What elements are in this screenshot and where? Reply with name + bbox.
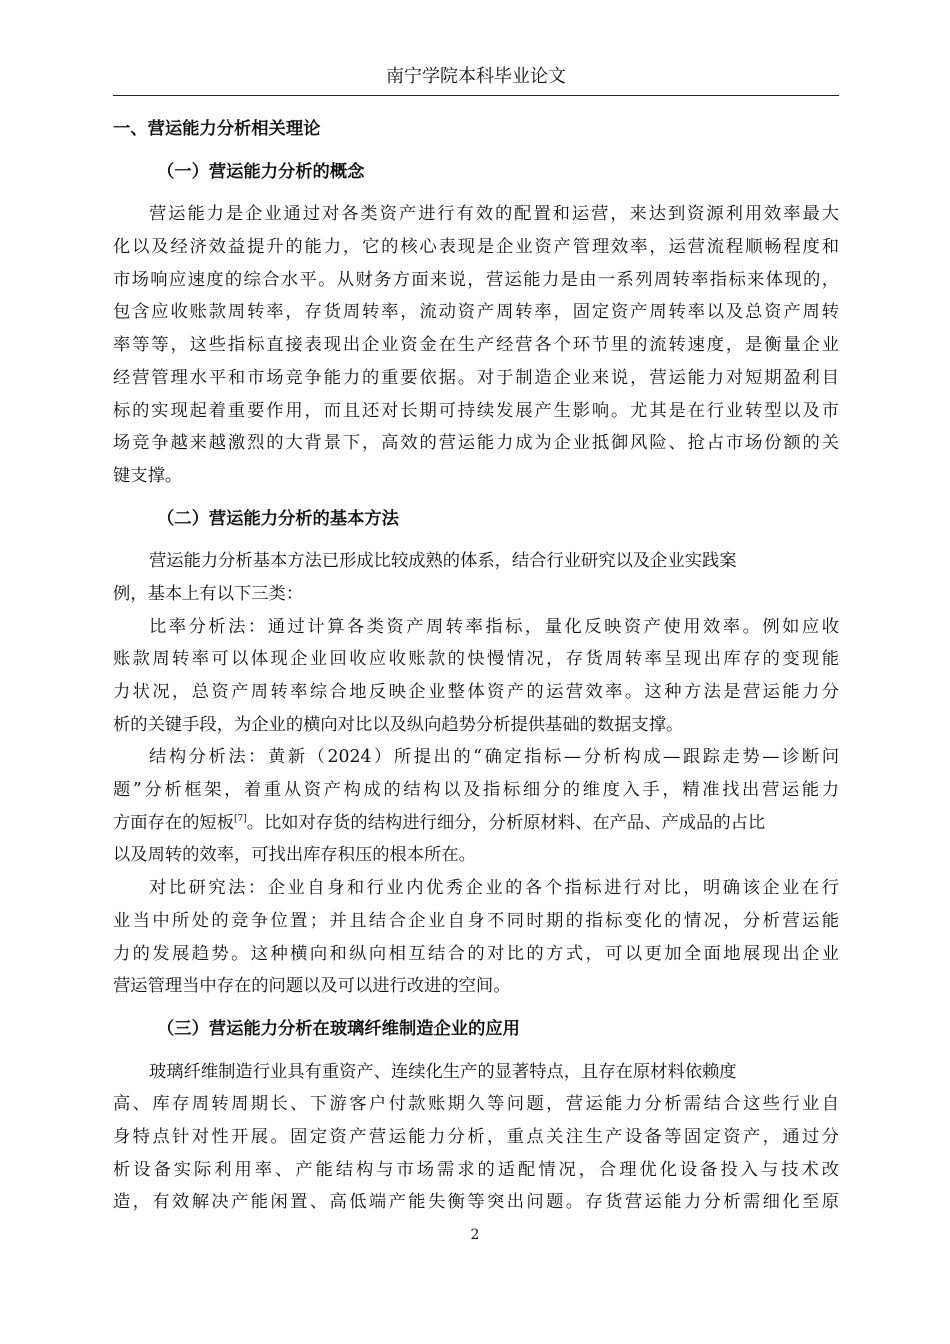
- paragraph-line: 经营管理水平和市场竞争能力的重要依据。对于制造企业来说，营运能力对短期盈利目: [113, 367, 839, 388]
- paragraph-line: 题”分析框架，着重从资产构成的结构以及指标细分的维度入手，精准找出营运能力: [113, 780, 839, 801]
- paragraph-line: 率等等，这些指标直接表现出企业资金在生产经营各个环节里的流转速度，是衡量企业: [113, 335, 839, 356]
- paragraph-line: 营运管理当中存在的问题以及可以进行改进的空间。: [113, 976, 511, 997]
- text-segment: 。比如对存货的结构进行细分，分析原材料、在产品、产成品的占比: [246, 812, 766, 833]
- paragraph-line: 力的发展趋势。这种横向和纵向相互结合的对比的方式，可以更加全面地展现出企业: [113, 943, 839, 964]
- paragraph-structure-analysis: [113, 741, 839, 872]
- subsection-heading-application: （三）营运能力分析在玻璃纤维制造企业的应用: [157, 1018, 520, 1039]
- text-segment: 方面存在的短板: [113, 812, 234, 833]
- subsection-heading-methods: （二）营运能力分析的基本方法: [157, 508, 399, 529]
- citation-reference: [7]: [233, 813, 247, 824]
- paragraph-line: 营运能力分析基本方法已形成比较成熟的体系，结合行业研究以及企业实践案: [149, 551, 737, 572]
- running-header: 南宁学院本科毕业论文: [386, 66, 566, 87]
- paragraph-line: 以及周转的效率，可找出库存积压的根本所在。: [113, 845, 476, 866]
- paragraph-line: 包含应收账款周转率，存货周转率，流动资产周转率，固定资产周转率以及总资产周转: [113, 302, 839, 323]
- paragraph-line: 析的关键手段，为企业的横向对比以及纵向趋势分析提供基础的数据支撑。: [113, 714, 684, 735]
- paragraph-methods-intro: [113, 545, 839, 610]
- paragraph-comparison-analysis: [113, 872, 839, 1003]
- paragraph-line: 标的实现起着重要作用，而且还对长期可持续发展产生影响。尤其是在行业转型以及市: [113, 400, 839, 421]
- paragraph-concept: [113, 198, 839, 492]
- paragraph-line: 造，有效解决产能闲置、高低端产能失衡等突出问题。存货营运能力分析需细化至原: [113, 1192, 839, 1213]
- paragraph-line: 身特点针对性开展。固定资产营运能力分析，重点关注生产设备等固定资产，通过分: [113, 1126, 839, 1147]
- paragraph-line: 营运能力是企业通过对各类资产进行有效的配置和运营，来达到资源利用效率最大: [149, 204, 839, 225]
- paragraph-line: [113, 807, 839, 840]
- paragraph-ratio-analysis: [113, 611, 839, 742]
- paragraph-line: 场竞争越来越激烈的大背景下，高效的营运能力成为企业抵御风险、抢占市场份额的关: [113, 433, 839, 454]
- header-divider: [113, 95, 839, 96]
- paragraph-line: 结构分析法：黄新（2024）所提出的“确定指标—分析构成—跟踪走势—诊断问: [149, 747, 839, 768]
- paragraph-line: 比率分析法：通过计算各类资产周转率指标，量化反映资产使用效率。例如应收: [149, 616, 839, 637]
- paragraph-line: 玻璃纤维制造行业具有重资产、连续化生产的显著特点，且存在原材料依赖度: [149, 1061, 737, 1082]
- paragraph-line: 例，基本上有以下三类：: [113, 583, 304, 604]
- paragraph-line: 析设备实际利用率、产能结构与市场需求的适配情况，合理优化设备投入与技术改: [113, 1159, 839, 1180]
- paragraph-line: 力状况，总资产周转率综合地反映企业整体资产的运营效率。这种方法是营运能力分: [113, 682, 839, 702]
- paragraph-line: 键支撑。: [113, 465, 183, 486]
- section-heading-1: 一、营运能力分析相关理论: [113, 119, 321, 139]
- document-body: [113, 113, 839, 1219]
- paragraph-application: [113, 1056, 839, 1219]
- page-number: 2: [470, 1227, 480, 1243]
- paragraph-line: 业当中所处的竞争位置；并且结合企业自身不同时期的指标变化的情况，分析营运能: [113, 910, 839, 931]
- paragraph-line: 化以及经济效益提升的能力，它的核心表现是企业资产管理效率，运营流程顺畅程度和: [113, 237, 839, 258]
- paragraph-line: 对比研究法：企业自身和行业内优秀企业的各个指标进行对比，明确该企业在行: [149, 878, 839, 899]
- paragraph-line: 市场响应速度的综合水平。从财务方面来说，营运能力是由一系列周转率指标来体现的，: [113, 269, 839, 290]
- paragraph-line: 账款周转率可以体现企业回收应收账款的快慢情况，存货周转率呈现出库存的变现能: [113, 649, 839, 670]
- subsection-heading-concept: （一）营运能力分析的概念: [157, 161, 365, 182]
- paragraph-line: 高、库存周转周期长、下游客户付款账期久等问题，营运能力分析需结合这些行业自: [113, 1094, 839, 1115]
